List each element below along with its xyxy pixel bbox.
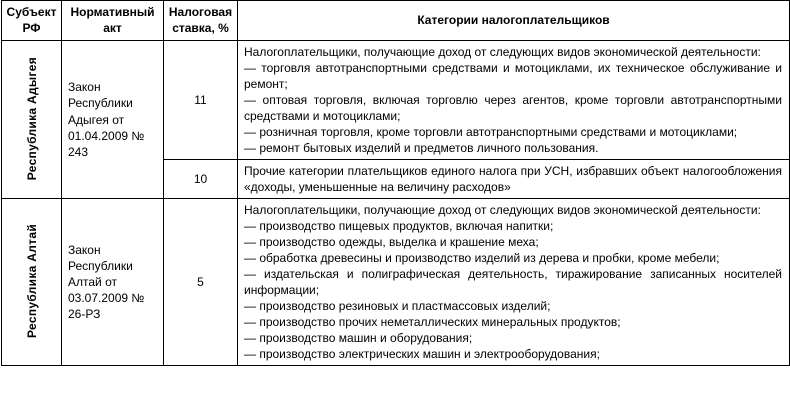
category-line: — издательская и полиграфическая деятельность, тиражирование записанных носителей информации;: [244, 267, 782, 298]
category-line: — производство одежды, выделка и крашение меха;: [244, 235, 539, 250]
header-normative-act: Нормативный акт: [62, 1, 164, 41]
category-line: — ремонт бытовых изделий и предметов личного пользования.: [244, 141, 599, 156]
header-subject: Субъект РФ: [2, 1, 62, 41]
tax-rates-table: [1, 0, 790, 366]
header-taxpayer-categories: Категории налогоплательщиков: [238, 1, 790, 41]
table-row: [2, 199, 790, 366]
rate-cell: 11: [164, 41, 238, 160]
rate-cell: 5: [164, 199, 238, 366]
region-cell-altai: [2, 199, 62, 366]
act-cell-altai: Закон Республики Алтай от 03.07.2009 № 26-РЗ: [62, 199, 164, 366]
category-line: — розничная торговля, кроме торговли автотранспортными средствами и мотоциклами;: [244, 125, 738, 140]
category-line: Налогоплательщики, получающие доход от следующих видов экономической деятельности:: [244, 45, 761, 60]
category-line: — производство машин и оборудования;: [244, 331, 473, 346]
header-tax-rate: Налоговая ставка, %: [164, 1, 238, 41]
region-label: Республика Адыгея: [24, 56, 39, 180]
category-line: — торговля автотранспортными средствами и мотоциклами, их техническое обслуживание и ремонт;: [244, 61, 782, 92]
category-line: — производство резиновых и пластмассовых изделий;: [244, 299, 551, 314]
category-line: — производство прочих неметаллических минеральных продуктов;: [244, 315, 621, 330]
rate-cell: 10: [164, 160, 238, 199]
table-header-row: [2, 1, 790, 41]
categories-cell: [238, 160, 790, 199]
category-line: — обработка древесины и производство изделий из дерева и пробки, кроме мебели;: [244, 251, 720, 266]
categories-cell: [238, 41, 790, 160]
region-cell-adygea: [2, 41, 62, 199]
category-line: — производство пищевых продуктов, включая напитки;: [244, 219, 554, 234]
categories-cell: [238, 199, 790, 366]
category-line: — оптовая торговля, включая торговлю через агентов, кроме торговли автотранспортными средствами и мотоциклами;: [244, 93, 782, 124]
act-cell-adygea: Закон Республики Адыгея от 01.04.2009 № 243: [62, 41, 164, 199]
region-label: Республика Алтай: [24, 223, 39, 338]
category-line: — производство электрических машин и электрооборудования;: [244, 347, 600, 362]
table-row: [2, 41, 790, 160]
category-line: Прочие категории плательщиков единого налога при УСН, избравших объект налогообложения «доходы, уменьшенные на величину расходов»: [244, 164, 782, 195]
category-line: Налогоплательщики, получающие доход от следующих видов экономической деятельности:: [244, 203, 761, 218]
